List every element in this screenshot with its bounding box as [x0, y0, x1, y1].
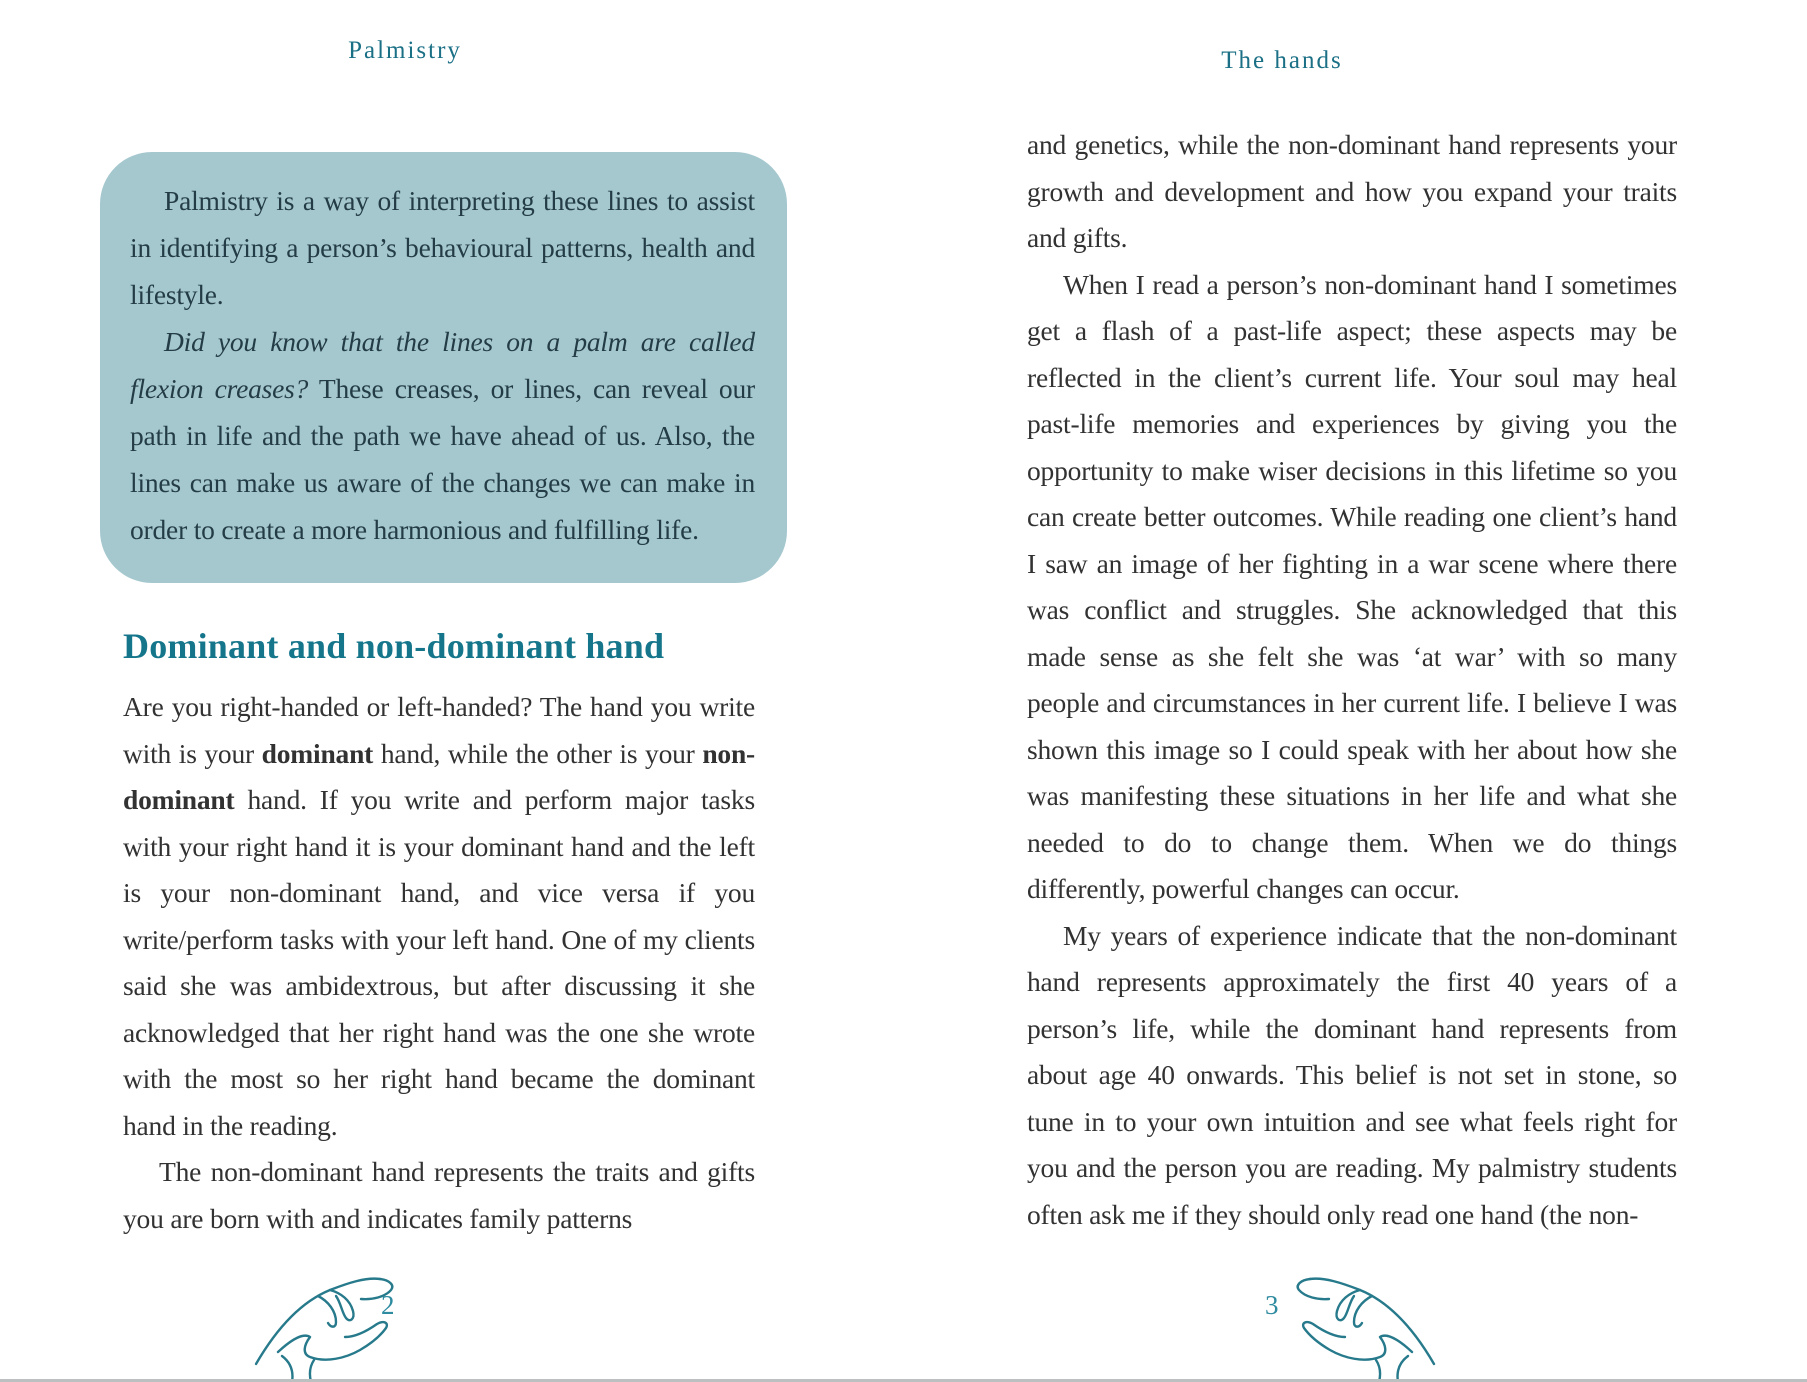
body-paragraph: My years of experience indicate that the non-dominant hand represents approximately the first 40 years of a person’s life, while the dominant hand represents from about age 40 onwards. This belief is not set in stone, so tune in to your own intuition and see what feels right for you and the person you are reading. My palmistry students often ask me if they should only read one hand (the non-: [1027, 919, 1677, 1230]
hand-line-drawing-icon: [248, 1266, 398, 1382]
right-page-body: [1027, 122, 1677, 1238]
callout-box: [100, 152, 787, 583]
section-heading: Dominant and non-dominant hand: [123, 626, 665, 666]
page-number-right: 3: [1265, 1290, 1279, 1320]
callout-paragraph-2: Did you know that the lines on a palm are called flexion creases? These creases, or lines, can reveal our path in life and the path we have ahead of us. Also, the lines can make us aware of the changes we can make in order to create a more harmonious and fulfilling life.: [130, 326, 755, 545]
running-header-right: The hands: [1221, 47, 1343, 74]
page-number-left: 2: [381, 1290, 395, 1320]
body-paragraph: and genetics, while the non-dominant hand represents your growth and development and how you expand your traits and gifts.: [1027, 129, 1677, 253]
callout-paragraph-1: Palmistry is a way of interpreting these lines to assist in identifying a person’s behavioural patterns, health and lifestyle.: [130, 185, 755, 310]
body-paragraph: The non-dominant hand represents the traits and gifts you are born with and indicates family patterns: [123, 1156, 755, 1234]
left-page-body: [123, 684, 755, 1242]
body-paragraph: Are you right-handed or left-handed? The hand you write with is your dominant hand, while the other is your non-dominant hand. If you write and perform major tasks with your right hand it is your dominant hand and the left is your non-dominant hand, and vice versa if you write/perform tasks with your left hand. One of my clients said she was ambidextrous, but after discussing it she acknowledged that her right hand was the one she wrote with the most so her right hand became the dominant hand in the reading.: [123, 691, 756, 1141]
hand-line-drawing-icon: [1292, 1266, 1442, 1382]
running-header-left: Palmistry: [348, 37, 462, 64]
body-paragraph: When I read a person’s non-dominant hand I sometimes get a flash of a past-life aspect; these aspects may be reflected in the client’s current life. Your soul may heal past-life memories and experiences by giving you the opportunity to make wiser decisions in this lifetime so you can create better outcomes. While reading one client’s hand I saw an image of her fighting in a war scene where there was conflict and struggles. She acknowledged that this made sense as she felt she was ‘at war’ with so many people and circumstances in her current life. I believe I was shown this image so I could speak with her about how she was manifesting these situations in her life and what she needed to do to change them. When we do things differently, powerful changes can occur.: [1027, 268, 1677, 904]
